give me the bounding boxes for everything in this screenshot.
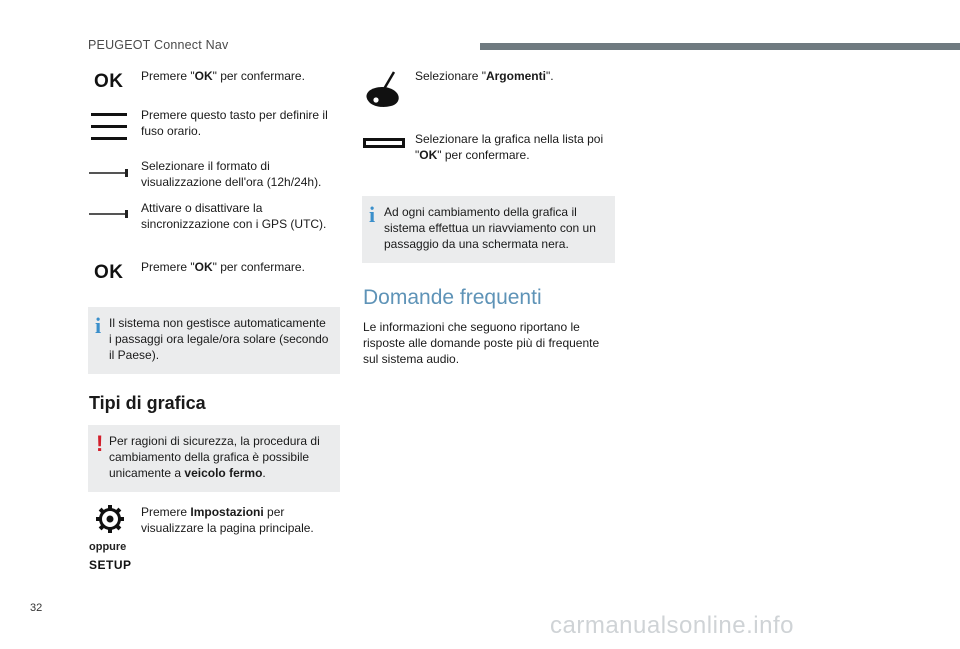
page-number: 32 (30, 602, 43, 614)
warning-icon: ! (96, 431, 104, 456)
step-gps-sync-text: Attivare o disattivare la sincronizzazione con i GPS (UTC). (141, 201, 327, 231)
info-note (88, 307, 340, 374)
warning-note (88, 425, 340, 492)
step-ok-confirm-text: Premere "OK" per confermare. (141, 69, 305, 83)
section-title-tipi-di-grafica: Tipi di grafica (89, 393, 206, 413)
ok-icon: OK (94, 262, 124, 283)
section-title-domande-frequenti: Domande frequenti (363, 286, 542, 309)
palette-icon (363, 70, 405, 110)
warning-note-text: Per ragioni di sicurezza, la procedura di cambiamento della grafica è possibile unicamente a veicolo fermo. (109, 434, 320, 480)
step-time-format-text: Selezionare il formato di visualizzazione dell'ora (12h/24h). (141, 159, 322, 189)
menu-icon (91, 113, 127, 140)
ok-icon: OK (94, 71, 124, 92)
info-icon: i (95, 313, 102, 338)
running-header-title: PEUGEOT Connect Nav (88, 38, 229, 52)
step-select-theme-list-text: Selezionare la grafica nella lista poi "OK" per confermare. (415, 132, 604, 162)
info-note-text: Ad ogni cambiamento della grafica il sistema effettua un riavviamento con un passaggio da una schermata nera. (384, 205, 596, 251)
gear-icon (95, 504, 125, 534)
info-icon: i (369, 202, 376, 227)
info-note (362, 196, 615, 263)
step-timezone-text: Premere questo tasto per definire il fuso orario. (141, 108, 328, 138)
step-settings-text: Premere Impostazioni per visualizzare la pagina principale. (141, 505, 314, 535)
slider-icon (89, 172, 127, 174)
watermark: carmanualsonline.info (550, 612, 794, 639)
or-label: oppure (89, 541, 127, 553)
setup-label: SETUP (89, 558, 132, 572)
faq-intro-paragraph: Le informazioni che seguono riportano le risposte alle domande poste più di frequente sul sistema audio. (363, 320, 600, 366)
rectangle-icon (363, 138, 405, 148)
header-bar (480, 43, 960, 50)
slider-icon (89, 213, 127, 215)
info-note-text: Il sistema non gestisce automaticamente i passaggi ora legale/ora solare (secondo il Paese). (109, 316, 329, 362)
step-ok-confirm-text: Premere "OK" per confermare. (141, 260, 305, 274)
step-select-themes-text: Selezionare "Argomenti". (415, 69, 554, 83)
